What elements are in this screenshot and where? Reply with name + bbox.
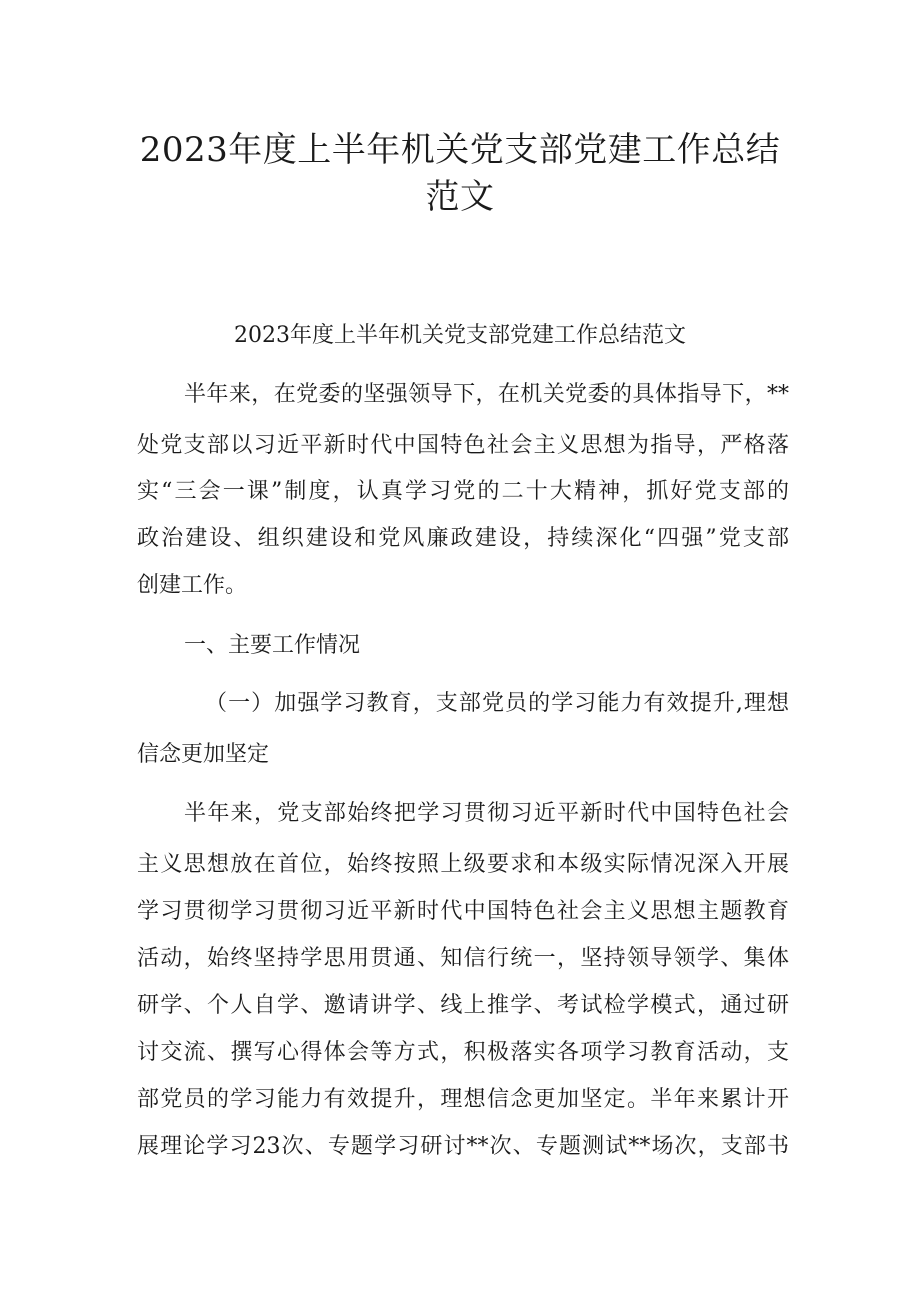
- body-line-3: 学习贯彻学习贯彻习近平新时代中国特色社会主义思想主题教育: [137, 899, 789, 924]
- body-line-5: 研学、个人自学、邀请讲学、线上推学、考试检学模式，通过研: [137, 993, 789, 1018]
- section-heading: 一、主要工作情况: [184, 633, 361, 658]
- body-line-2: 主义思想放在首位，始终按照上级要求和本级实际情况深入开展: [137, 852, 789, 877]
- intro-line-3: 实“三会一课”制度，认真学习党的二十大精神，抓好党支部的: [137, 479, 789, 504]
- document-title-line-2: 范文: [425, 177, 495, 217]
- intro-line-5: 创建工作。: [137, 573, 248, 598]
- intro-line-1: 半年来，在党委的坚强领导下，在机关党委的具体指导下，**: [184, 382, 789, 407]
- body-line-4: 活动，始终坚持学思用贯通、知信行统一，坚持领导领学、集体: [137, 946, 789, 971]
- subsection-heading-line-1: （一）加强学习教育，支部党员的学习能力有效提升,理想: [205, 691, 789, 716]
- subsection-heading-line-2: 信念更加坚定: [137, 742, 270, 767]
- document-subtitle: 2023年度上半年机关党支部党建工作总结范文: [234, 323, 686, 348]
- body-line-7: 部党员的学习能力有效提升，理想信念更加坚定。半年来累计开: [137, 1087, 789, 1112]
- intro-line-4: 政治建设、组织建设和党风廉政建设，持续深化“四强”党支部: [137, 526, 789, 551]
- body-line-6: 讨交流、撰写心得体会等方式，积极落实各项学习教育活动，支: [137, 1040, 789, 1065]
- body-line-8: 展理论学习23次、专题学习研讨**次、专题测试**场次，支部书: [137, 1134, 789, 1159]
- body-line-1: 半年来，党支部始终把学习贯彻习近平新时代中国特色社会: [184, 801, 789, 826]
- intro-line-2: 处党支部以习近平新时代中国特色社会主义思想为指导，严格落: [137, 433, 789, 458]
- document-title-line-1: 2023年度上半年机关党支部党建工作总结: [139, 130, 781, 170]
